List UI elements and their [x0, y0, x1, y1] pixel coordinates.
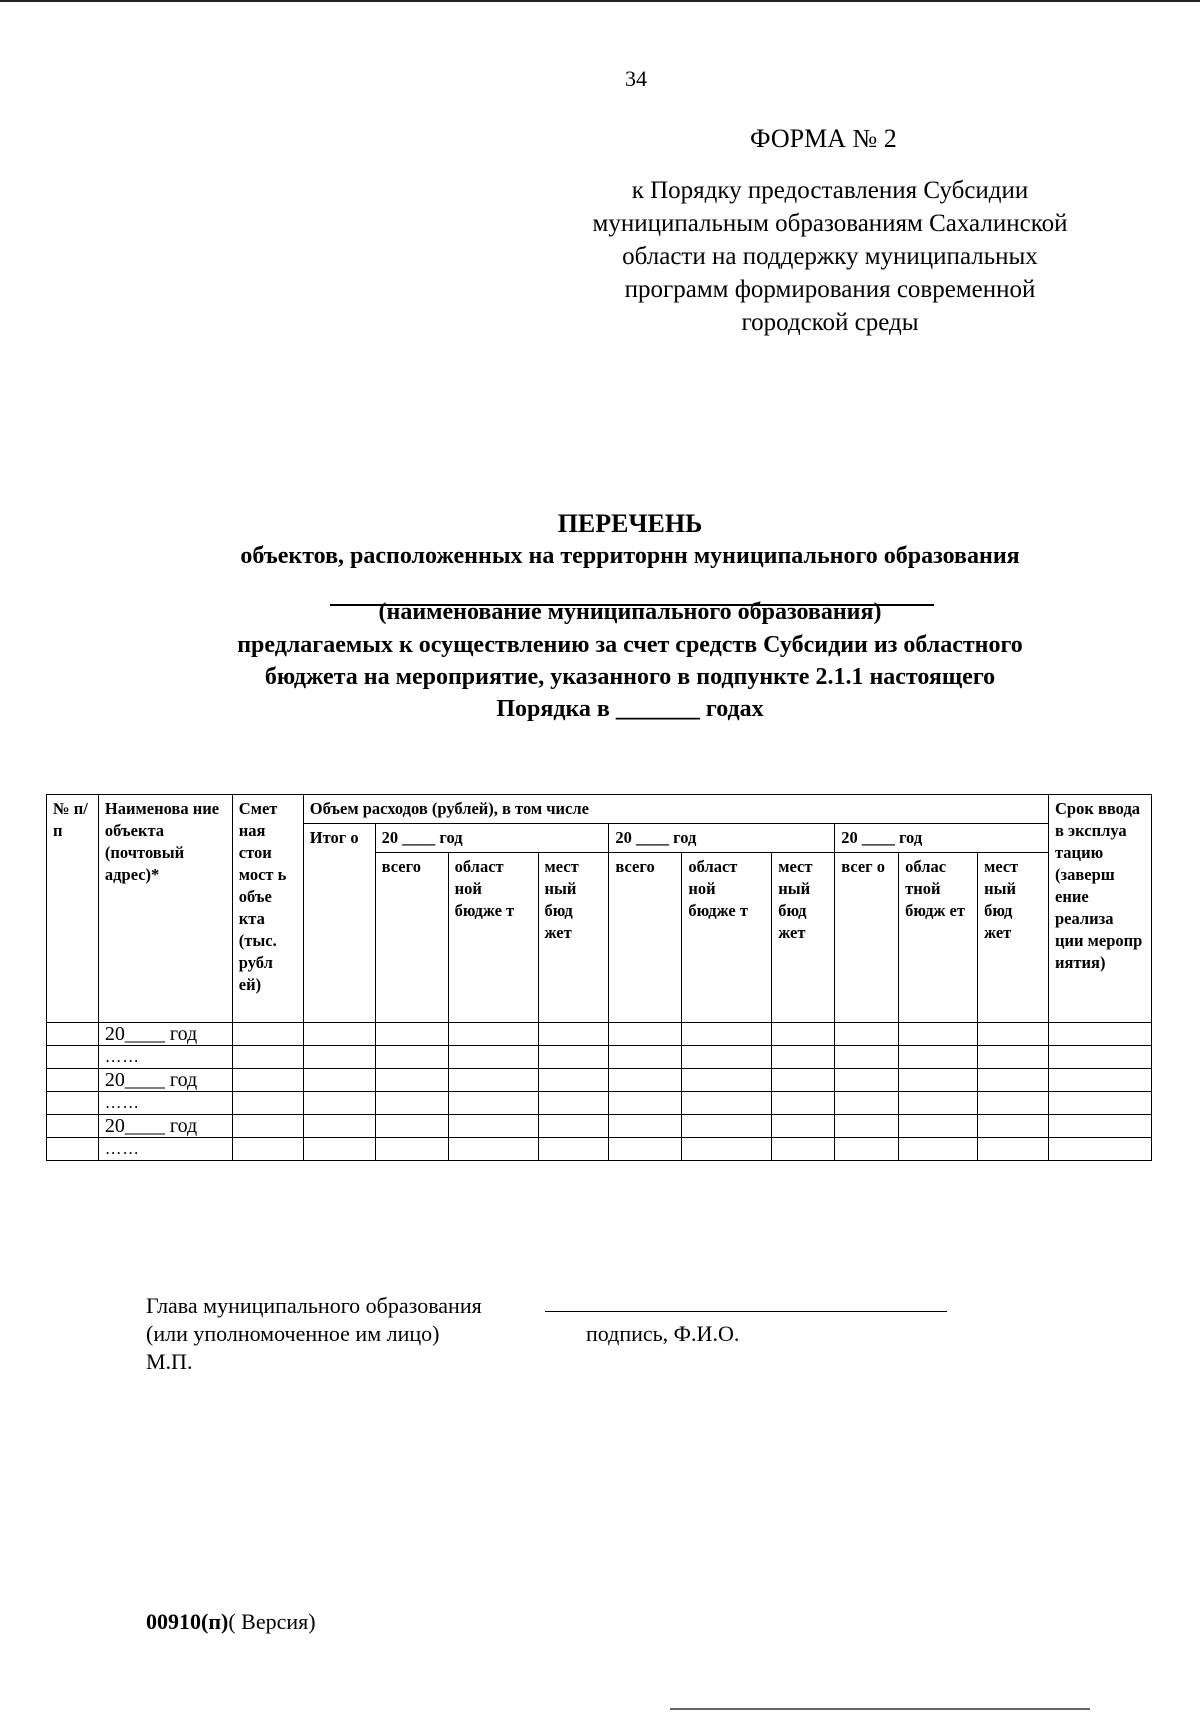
- signature-authorized: (или уполномоченное им лицо): [146, 1321, 440, 1346]
- municipality-blank-line: [330, 604, 934, 606]
- appendix-line: городской среды: [741, 309, 919, 336]
- table-row: [47, 1138, 1152, 1161]
- row-ellipsis: ……: [98, 1046, 232, 1069]
- appendix-reference: [545, 174, 1115, 339]
- header-regional-budget-1: област ной бюдже т: [448, 853, 538, 1023]
- header-local-budget-1: мест ный бюд жет: [538, 853, 609, 1023]
- appendix-line: к Порядку предоставления Субсидии: [631, 177, 1029, 204]
- title-blank-caption: (наименование муниципального образования): [378, 599, 882, 625]
- table-row: [47, 1046, 1152, 1069]
- top-border-line: [0, 0, 1200, 2]
- header-regional-budget-3: облас тной бюдж ет: [899, 853, 978, 1023]
- document-footer: [146, 1609, 316, 1635]
- appendix-line: программ формирования современной: [624, 276, 1036, 303]
- title-subheading: объектов, расположенных на территорнн муниципального образования: [240, 543, 1020, 569]
- table-row: [47, 1115, 1152, 1138]
- signature-position: Глава муниципального образования: [146, 1293, 482, 1318]
- header-num: № п/п: [47, 795, 99, 1023]
- row-year-label: 20____ год: [98, 1115, 232, 1138]
- row-ellipsis: ……: [98, 1092, 232, 1115]
- signature-caption: подпись, Ф.И.О.: [586, 1321, 740, 1346]
- header-object-name: Наименова ние объекта (почтовый адрес)*: [98, 795, 232, 1023]
- header-total-1: всего: [375, 853, 448, 1023]
- bottom-edge-line: [670, 1708, 1090, 1710]
- appendix-line: муниципальным образованиям Сахалинской: [592, 210, 1068, 237]
- header-deadline: Срок ввода в эксплуа тацию (заверш ение реализа ции меропр иятия): [1049, 795, 1152, 1023]
- table-row: [47, 1092, 1152, 1115]
- header-total: Итог о: [303, 824, 375, 1023]
- appendix-line: области на поддержку муниципальных: [622, 243, 1038, 270]
- row-year-label: 20____ год: [98, 1023, 232, 1046]
- page-number: 34: [625, 66, 647, 91]
- row-year-label: 20____ год: [98, 1069, 232, 1092]
- header-local-budget-3: мест ный бюд жет: [978, 853, 1049, 1023]
- header-year-3: 20 ____ год: [835, 824, 1049, 853]
- header-total-2: всего: [609, 853, 682, 1023]
- header-estimated-cost: Смет ная стои мост ь объе кта (тыс. рубл ей): [232, 795, 303, 1023]
- document-title: [130, 508, 1130, 725]
- header-year-2: 20 ____ год: [609, 824, 835, 853]
- table-row: [47, 1069, 1152, 1092]
- signature-line: [545, 1311, 947, 1312]
- document-code: 00910(п): [146, 1609, 229, 1634]
- signature-stamp: М.П.: [146, 1349, 193, 1374]
- title-line: предлагаемых к осуществлению за счет средств Субсидии из областного: [237, 632, 1023, 658]
- form-title: ФОРМА № 2: [750, 124, 897, 153]
- header-local-budget-2: мест ный бюд жет: [772, 853, 835, 1023]
- row-ellipsis: ……: [98, 1138, 232, 1161]
- objects-table: [46, 794, 1152, 1161]
- signature-block: [146, 1292, 482, 1376]
- header-year-1: 20 ____ год: [375, 824, 609, 853]
- table-row: [47, 1023, 1152, 1046]
- title-heading: ПЕРЕЧЕНЬ: [557, 509, 703, 538]
- document-version: ( Версия): [228, 1609, 316, 1634]
- header-total-3: всег о: [835, 853, 899, 1023]
- header-regional-budget-2: област ной бюдже т: [682, 853, 772, 1023]
- header-expense-volume: Объем расходов (рублей), в том числе: [303, 795, 1048, 824]
- title-line: Порядка в _______ годах: [496, 696, 764, 722]
- title-line: бюджета на мероприятие, указанного в подпункте 2.1.1 настоящего: [264, 664, 996, 690]
